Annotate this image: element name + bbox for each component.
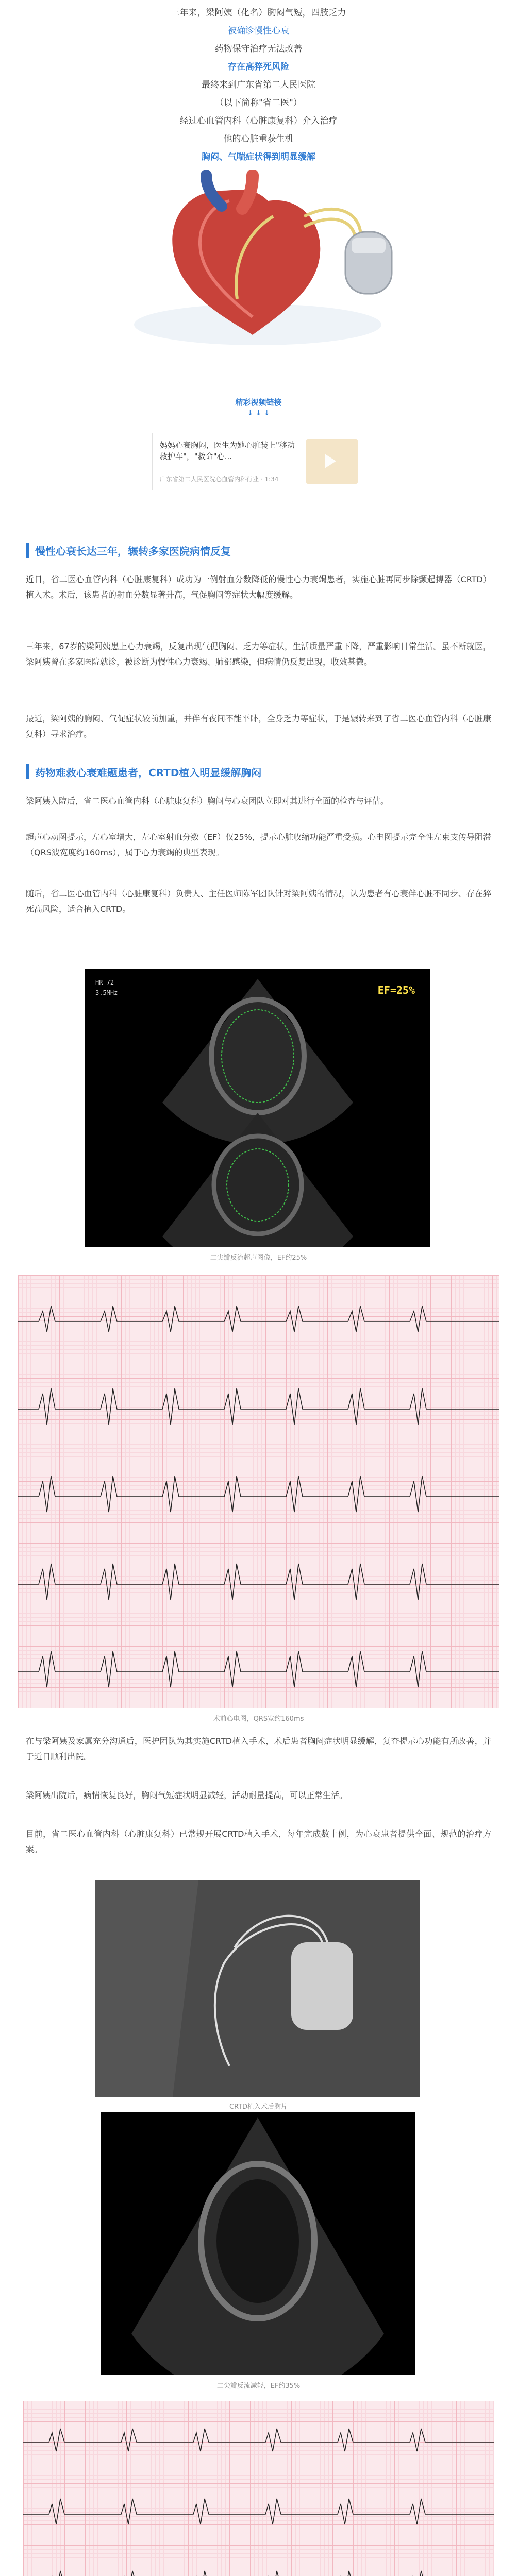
section-title-1 bbox=[26, 541, 231, 560]
intro-line: 他的心脏重获生机 bbox=[223, 134, 294, 144]
mid-paragraph: 在与梁阿姨及家属充分沟通后，医护团队为其实施CRTD植入手术，术后患者胸闷症状明显缓解，复查提示心功能有所改善，并于近日顺利出院。 bbox=[26, 1736, 491, 1761]
intro-line: 最终来到广东省第二人民医院 bbox=[202, 80, 315, 90]
video-card[interactable] bbox=[152, 433, 364, 490]
section-bar bbox=[26, 543, 29, 558]
section-title-2 bbox=[26, 762, 261, 781]
echo-scan bbox=[85, 969, 430, 1247]
mid-paragraph: 目前，省二医心血管内科（心脏康复科）已常规开展CRTD植入手术，每年完成数十例，为心衰患者提供全面、规范的治疗方案。 bbox=[26, 1829, 491, 1854]
section-2-paragraph: 梁阿姨入院后，省二医心血管内科（心脏康复科）胸闷与心衰团队立即对其进行全面的检查与评估。 bbox=[26, 796, 389, 806]
intro-block bbox=[0, 4, 517, 166]
section-bar bbox=[26, 764, 29, 779]
echo-hr-readout: HR 72 bbox=[95, 979, 114, 986]
video-link-label: 精彩视频链接 bbox=[235, 398, 282, 407]
ecg-image-pre bbox=[18, 1275, 499, 1708]
intro-line: 胸闷、气喘症状得到明显缓解 bbox=[202, 152, 315, 162]
section-1-paragraph: 最近，梁阿姨的胸闷、气促症状较前加重，并伴有夜间不能平卧，全身乏力等症状，于是辗转来到了省二医心血管内科（心脏康复科）寻求治疗。 bbox=[26, 714, 491, 739]
echo-image-pre bbox=[85, 969, 430, 1247]
caption-xray: CRTD植入术后胸片 bbox=[229, 2103, 288, 2111]
section-heading: 药物难救心衰难题患者，CRTD植入明显缓解胸闷 bbox=[35, 766, 262, 779]
ecg-image-post bbox=[23, 2401, 494, 2576]
section-1-paragraph: 三年来，67岁的梁阿姨患上心力衰竭，反复出现气促胸闷、乏力等症状，生活质量严重下降，严重影响日常生活。虽不断就医，梁阿姨曾在多家医院就诊，被诊断为慢性心力衰竭、肺部感染，但病情仍反复出现，收效甚微。 bbox=[26, 641, 491, 667]
video-title: 妈妈心衰胸闷，医生为她心脏装上"移动救护车"，"救命"心... bbox=[160, 440, 295, 461]
intro-line: （以下简称"省二医"） bbox=[215, 98, 302, 108]
video-thumbnail bbox=[306, 439, 358, 484]
section-heading: 慢性心衰长达三年，辗转多家医院病情反复 bbox=[35, 545, 231, 557]
xray-scan bbox=[95, 1880, 420, 2097]
intro-line: 三年来，梁阿姨（化名）胸闷气短，四肢乏力 bbox=[171, 8, 346, 18]
intro-line: 被确诊慢性心衰 bbox=[228, 26, 289, 36]
intro-line: 药物保守治疗无法改善 bbox=[214, 44, 303, 54]
section-2-paragraph: 超声心动图提示，左心室增大，左心室射血分数（EF）仅25%，提示心脏收缩功能严重受损。心电图提示完全性左束支传导阻滞（QRS波宽度约160ms），属于心力衰竭的典型表现。 bbox=[26, 832, 491, 857]
section-1-paragraph: 近日，省二医心血管内科（心脏康复科）成功为一例射血分数降低的慢性心力衰竭患者，实施心脏再同步除颤起搏器（CRTD）植入术。术后，该患者的射血分数显著升高，气促胸闷等症状大幅度缓解。 bbox=[26, 574, 491, 600]
echo-freq-readout: 3.5MHz bbox=[95, 989, 118, 996]
caption-ecg-pre: 术前心电图，QRS宽约160ms bbox=[213, 1715, 304, 1723]
video-link-arrows: ↓ ↓ ↓ bbox=[247, 409, 270, 417]
section-2-paragraph: 随后，省二医心血管内科（心脏康复科）负责人、主任医师陈军团队针对梁阿姨的情况，认为患者有心衰伴心脏不同步、存在猝死高风险，适合植入CRTD。 bbox=[26, 889, 491, 914]
caption-echo-post: 二尖瓣反流减轻，EF约35% bbox=[216, 2382, 301, 2390]
caption-echo-pre: 二尖瓣反流超声图像，EF约25% bbox=[210, 1254, 307, 1262]
mid-paragraph: 梁阿姨出院后，病情恢复良好，胸闷气短症状明显减轻，活动耐量提高，可以正常生活。 bbox=[26, 1790, 348, 1800]
echo-image-post bbox=[101, 2112, 415, 2375]
ecg-trace bbox=[23, 2401, 494, 2576]
echo-scan bbox=[101, 2112, 415, 2375]
ecg-trace bbox=[18, 1275, 499, 1708]
play-icon bbox=[325, 454, 336, 468]
xray-image bbox=[95, 1880, 420, 2097]
ef-readout: EF=25% bbox=[377, 984, 415, 996]
intro-line: 存在高猝死风险 bbox=[228, 62, 289, 72]
intro-line: 经过心血管内科（心脏康复科）介入治疗 bbox=[179, 116, 338, 126]
video-meta: 广东省第二人民医院心血管内科行业 · 1:34 bbox=[160, 476, 279, 483]
heart-device-illustration bbox=[119, 170, 397, 350]
